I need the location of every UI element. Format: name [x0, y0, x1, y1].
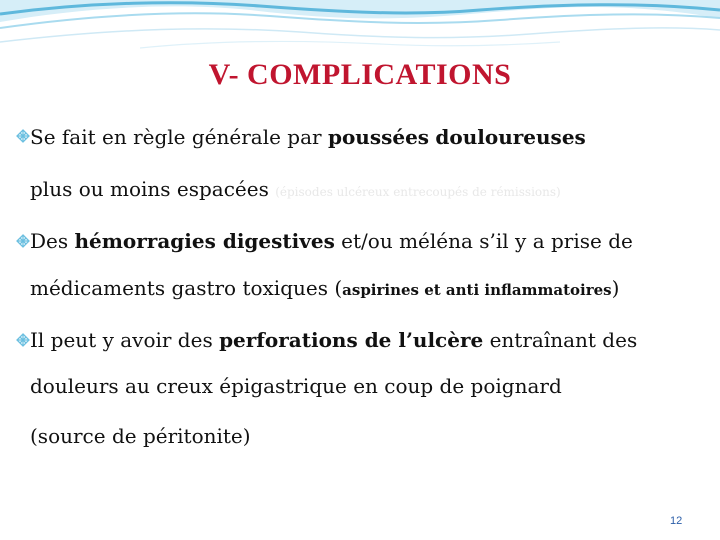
bullet-1-bold-douloureuses: douloureuses [435, 125, 586, 149]
bullet-1-faint-text: (épisodes ulcéreux entrecoupés de rémissions) [275, 185, 561, 199]
bullet-3-text-2: entraînant des [483, 328, 638, 352]
bullet-3-line-2: douleurs au creux épigastrique en coup de poignard [30, 374, 562, 398]
bullet-2-close-paren: ) [611, 276, 620, 300]
bullet-1-text-2: plus ou moins espacées [30, 177, 269, 201]
bullet-3-bold-perforations: perforations de l’ulcère [219, 328, 484, 352]
slide-title: V- COMPLICATIONS [208, 58, 512, 91]
page-number: 12 [670, 515, 683, 527]
bullet-2-bold-hemorragies: hémorragies digestives [74, 229, 335, 253]
diamond-bullet-icon [16, 129, 30, 143]
bullet-1-bold-poussees: poussées [327, 125, 430, 149]
bullet-2-text-2: et/ou méléna s’il y a prise de [334, 229, 633, 253]
bullet-1-line-2 [30, 177, 561, 201]
bullet-3-line-1 [30, 328, 637, 352]
bullet-2-line-2 [30, 276, 619, 300]
bullet-2-line-1 [30, 229, 633, 253]
diamond-bullet-icon [16, 234, 30, 248]
bullet-1-text: Se fait en règle générale par [30, 125, 328, 149]
diamond-bullet-icon [16, 333, 30, 347]
bullet-2-text-3: médicaments gastro toxiques ( [30, 276, 343, 300]
bullet-1-line-1 [30, 125, 586, 149]
bullet-3-line-3: (source de péritonite) [30, 424, 251, 448]
bullet-2-bold-aspirines: aspirines et anti inflammatoires [342, 281, 612, 299]
bullet-3-text: Il peut y avoir des [30, 328, 220, 352]
bullet-2-text: Des [30, 229, 75, 253]
